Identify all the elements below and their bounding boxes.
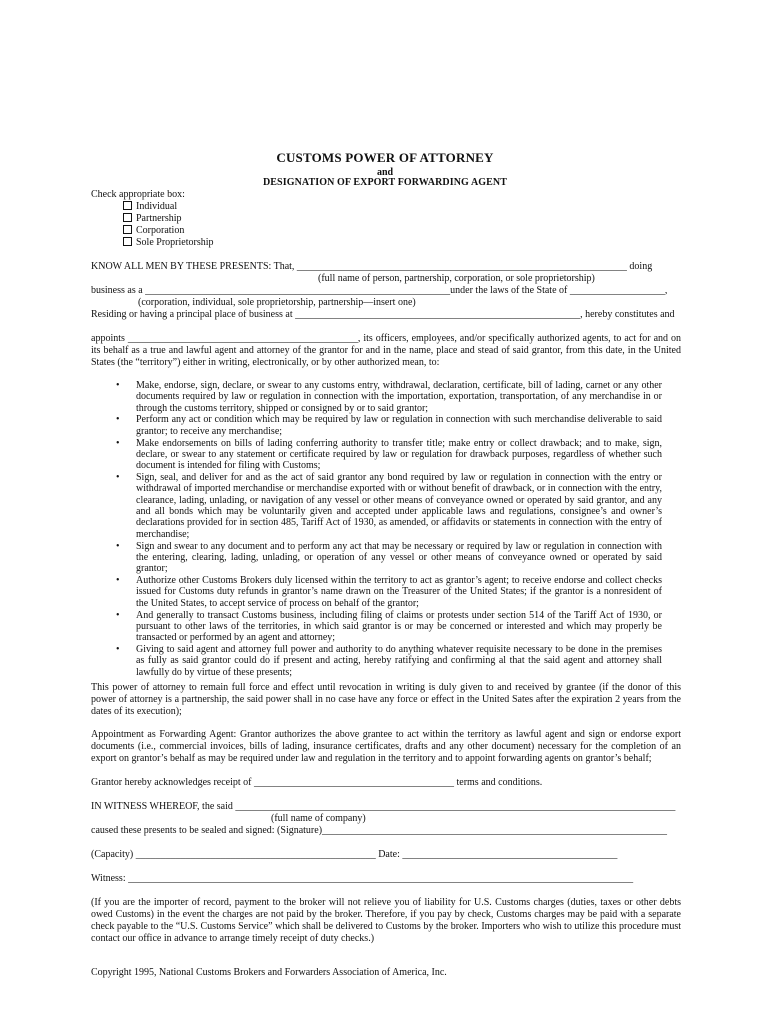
checkbox-label: Corporation: [136, 225, 185, 236]
grantor-name-line: KNOW ALL MEN BY THESE PRESENTS: That, __________________________________________________________________ doing: [91, 261, 653, 272]
list-item-text: Sign and swear to any document and to perform any act that may be necessary or required by law or regulation in connection with the entering, clearing, lading, unlading, or operation of any vessel or other means of conveyance owned or operated by said grantor;: [136, 540, 662, 575]
bullet-icon: •: [116, 472, 120, 484]
checkbox-corporation[interactable]: [123, 225, 184, 237]
appoints-paragraph: appoints ______________________________________________, its officers, employees, and/or specifically authorized agents, to act for and on its behalf as a true and lawful agent and attorney of the grantor for and in the name, place and stead of said grantor, from this date, in the United States (the “territory”) either in writing, electronically, or by other authorized mean, to:: [91, 333, 681, 368]
list-item-text: Make, endorse, sign, declare, or swear to any customs entry, withdrawal, declaration, certificate, bill of lading, carnet or any other documents required by law or regulation in connection with the importation, exportation, transportation, of any merchandise in or through the customs territory, shipped or consigned by or to said grantor;: [136, 380, 662, 414]
bullet-icon: •: [116, 540, 120, 552]
bullet-icon: •: [116, 414, 120, 426]
list-item: [110, 541, 662, 575]
list-item: [110, 380, 662, 414]
principal-place-line: Residing or having a principal place of business at _________________________________________________________, hereby constitutes and: [91, 309, 675, 320]
powers-list: [110, 380, 662, 678]
checkbox-individual[interactable]: [123, 201, 177, 213]
bullet-icon: •: [116, 575, 120, 587]
list-item: [110, 610, 662, 644]
checkbox-partnership[interactable]: [123, 213, 182, 225]
bullet-icon: •: [116, 609, 120, 621]
grantor-name-hint: (full name of person, partnership, corporation, or sole proprietorship): [318, 273, 595, 284]
document-title: CUSTOMS POWER OF ATTORNEY: [276, 150, 494, 165]
list-item-text: Perform any act or condition which may be required by law or regulation in connection with such merchandise deliverable to said grantor; to receive any merchandise;: [136, 414, 662, 437]
list-item: [110, 575, 662, 609]
bullet-icon: •: [116, 437, 120, 449]
list-item-text: Sign, seal, and deliver for and as the act of said grantor any bond required by law or regulation in connection with the entry or withdrawal of imported merchandise or merchandise exported with or without benefit of drawback, or in connection with the entry, clearance, lading, unlading, or navigation of any vessel or other means of conveyance owned or operated by said grantor, and any and all bonds which may be voluntarily given and accepted under applicable laws and regulations, consignee’s and owner’s declarations provided for in section 485, Tariff Act of 1930, as amended, or affidavits or statements in connection with the entry of merchandise;: [136, 472, 662, 540]
check-box-prompt: Check appropriate box:: [91, 189, 185, 200]
list-item: [110, 414, 662, 437]
list-item: [110, 644, 662, 678]
capacity-date-line: (Capacity) ________________________________________________ Date: ___________________________________________: [91, 849, 618, 860]
payment-notice-paragraph: (If you are the importer of record, payment to the broker will not relieve you of liability for U.S. Customs charges (duties, taxes or other debts owed Customs) in the event the charges are not paid by the broker. Therefore, if you pay by check, Customs charges may be paid with a separate check payable to the “U.S. Customs Service” which shall be delivered to Customs by the broker. Importers who wish to utilize this procedure must contact our office in advance to arrange timely receipt of duty checks.): [91, 897, 681, 944]
witness-whereof-line: IN WITNESS WHEREOF, the said ________________________________________________________________________________________: [91, 801, 676, 812]
list-item-text: Giving to said agent and attorney full power and authority to do anything whatever requisite necessary to be done in the premises as fully as said grantor could do if present and acting, hereby ratifying and confirming al that the said agent and attorney shall lawfully do by virtue of these presents;: [136, 643, 662, 678]
list-item-text: Make endorsements on bills of lading conferring authority to transfer title; make entry or collect drawback; and to make, sign, declare, or swear to any statement or certificate required by law or regulation for drawback purposes, regardless of whether such document is intended for filing with Customs;: [136, 437, 662, 472]
list-item: [110, 438, 662, 472]
copyright-notice: Copyright 1995, National Customs Brokers and Forwarders Association of America, Inc.: [91, 967, 447, 978]
checkbox-label: Partnership: [136, 213, 182, 224]
company-name-hint: (full name of company): [271, 813, 366, 824]
checkbox-label: Individual: [136, 201, 178, 212]
checkbox-square-icon[interactable]: [123, 237, 132, 246]
signature-line: caused these presents to be sealed and signed: (Signature)_____________________________________________________________________: [91, 825, 668, 836]
checkbox-square-icon[interactable]: [123, 201, 132, 210]
title-conjunction: and: [376, 167, 394, 178]
force-clause-paragraph: This power of attorney to remain full force and effect until revocation in writing is duly given to and received by grantee (if the donor of this power of attorney is a partnership, the said power shall in no case have any force or effect in the United Sates after the expiration 2 years from the dates of its execution);: [91, 682, 681, 717]
bullet-icon: •: [116, 380, 120, 391]
business-type-hint: (corporation, individual, sole proprietorship, partnership—insert one): [138, 297, 416, 308]
bullet-icon: •: [116, 643, 120, 655]
list-item: [110, 472, 662, 540]
checkbox-square-icon[interactable]: [123, 213, 132, 222]
list-item-text: Authorize other Customs Brokers duly licensed within the territory to act as grantor’s agent; to receive endorse and collect checks issued for Customs duty refunds in grantor’s name drawn on the Treasurer of the United States; if the grantor is a nonresident of the United States, to accept service of process on behalf of the grantor;: [136, 575, 662, 609]
list-item-text: And generally to transact Customs business, including filing of claims or protests under section 514 of the Tariff Act of 1930, or pursuant to other laws of the territories, in which said grantor is or may be concerned or interested and which may properly be transacted or performed by an agent and attorney;: [136, 609, 662, 644]
document-subtitle: DESIGNATION OF EXPORT FORWARDING AGENT: [262, 177, 508, 188]
checkbox-label: Sole Proprietorship: [136, 237, 214, 248]
business-type-line: business as a _____________________________________________________________under the laws of the State of ___________________,: [91, 285, 668, 296]
checkbox-sole-proprietorship[interactable]: [123, 237, 214, 249]
checkbox-square-icon[interactable]: [123, 225, 132, 234]
acknowledge-line: Grantor hereby acknowledges receipt of ________________________________________ terms and conditions.: [91, 777, 543, 788]
forwarding-agent-paragraph: Appointment as Forwarding Agent: Grantor authorizes the above grantee to act within the territory as lawful agent and sign or endorse export documents (i.e., commercial invoices, bills of lading, insurance certificates, drafts and any other document) necessary for the completion of an export on grantor’s behalf as may be required under law and regulation in the territory and to appoint forwarding agents on grantor’s behalf;: [91, 729, 681, 764]
witness-line: Witness: _____________________________________________________________________________________________________: [91, 873, 634, 884]
